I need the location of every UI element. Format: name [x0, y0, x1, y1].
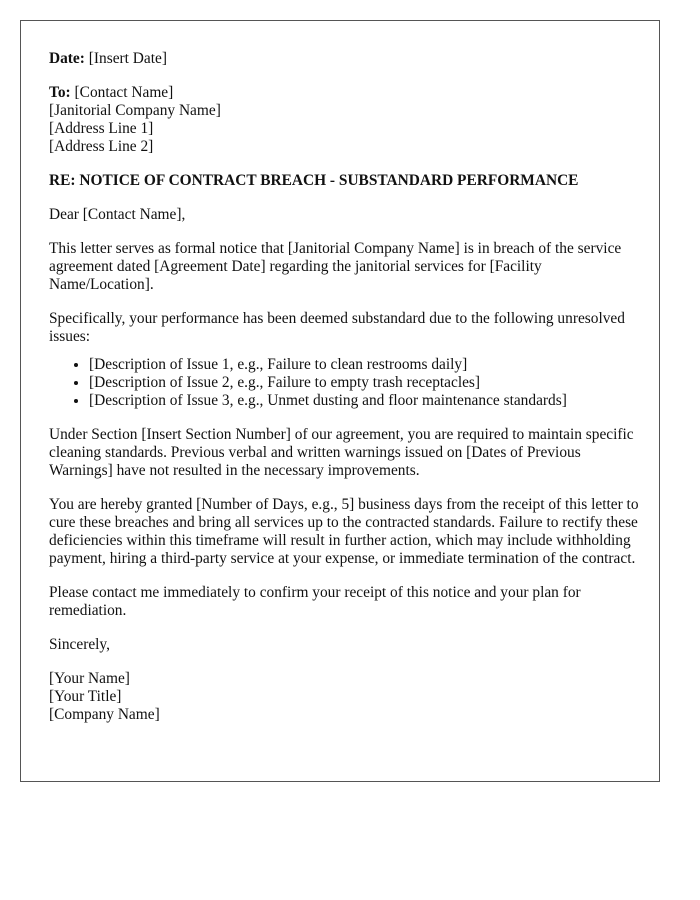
signature-block [49, 670, 647, 724]
signature-company: [Company Name] [49, 706, 160, 723]
recipient-contact-line [49, 84, 647, 102]
subject-line: RE: NOTICE OF CONTRACT BREACH - SUBSTANDARD PERFORMANCE [49, 172, 579, 189]
signature-title: [Your Title] [49, 688, 122, 705]
recipient-address-line-2: [Address Line 2] [49, 138, 154, 155]
issue-item-1: • [Description of Issue 1, e.g., Failure to clean restrooms daily] [89, 356, 647, 374]
salutation: Dear [Contact Name], [49, 206, 186, 223]
signature-name: [Your Name] [49, 670, 130, 687]
recipient-contact-name: [Contact Name] [74, 84, 174, 101]
closing-line: Sincerely, [49, 636, 110, 653]
issue-item-3: • [Description of Issue 3, e.g., Unmet dusting and floor maintenance standards] [89, 392, 647, 410]
issue-item-2: • [Description of Issue 2, e.g., Failure to empty trash receptacles] [89, 374, 647, 392]
date-label: Date: [49, 50, 85, 67]
closing-request-paragraph: Please contact me immediately to confirm your receipt of this notice and your plan for remediation. [49, 584, 581, 619]
issues-intro-paragraph: Specifically, your performance has been deemed substandard due to the following unresolved issues: [49, 310, 625, 345]
date-value: [Insert Date] [88, 50, 167, 67]
issues-list [49, 356, 647, 410]
recipient-block [49, 84, 647, 156]
date-line [49, 50, 647, 68]
section-reference-paragraph: Under Section [Insert Section Number] of our agreement, you are required to maintain specific cleaning standards. Previous verbal and written warnings issued on [Dates of Previous Warnings] have not resulted in the necessary improvements. [49, 426, 634, 479]
letter-document [20, 20, 660, 782]
cure-period-paragraph: You are hereby granted [Number of Days, e.g., 5] business days from the receipt of this letter to cure these breaches and bring all services up to the contracted standards. Failure to rectify these deficiencies within this timeframe will result in further action, which may include withholding payment, hiring a third-party service at your expense, or immediate termination of the contract. [49, 496, 639, 567]
to-label: To: [49, 84, 71, 101]
intro-paragraph: This letter serves as formal notice that [Janitorial Company Name] is in breach of the service agreement dated [Agreement Date] regarding the janitorial services for [Facility Name/Location]. [49, 240, 622, 293]
recipient-company: [Janitorial Company Name] [49, 102, 221, 119]
recipient-address-line-1: [Address Line 1] [49, 120, 154, 137]
